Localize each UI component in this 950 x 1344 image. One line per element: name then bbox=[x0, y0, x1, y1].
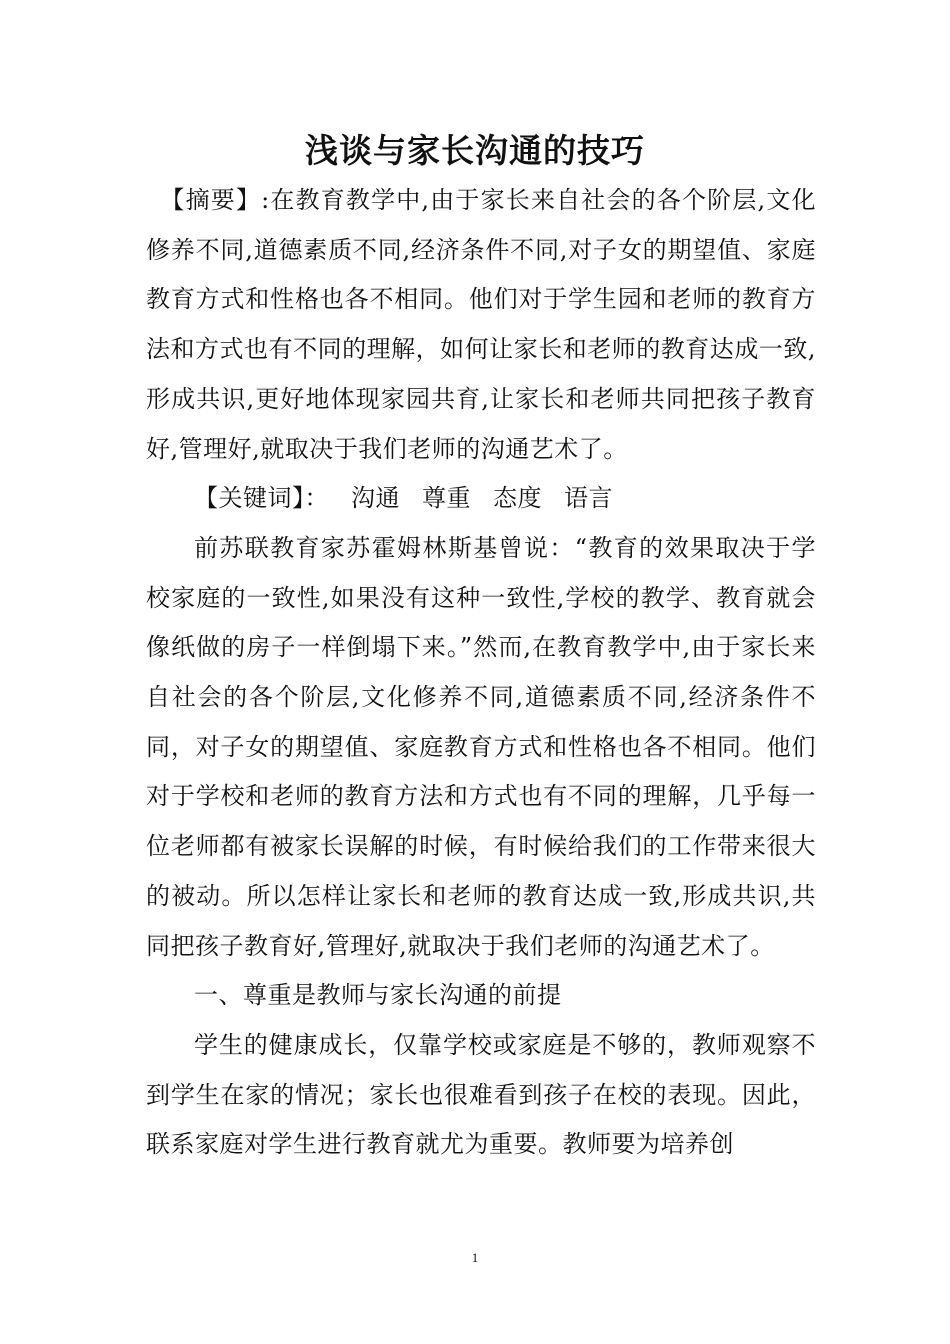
keyword: 语言 bbox=[564, 484, 613, 513]
keyword: 态度 bbox=[493, 484, 542, 513]
document-title: 浅谈与家长沟通的技巧 bbox=[305, 131, 645, 170]
page-number: 1 bbox=[471, 1250, 479, 1265]
section-heading: 一、尊重是教师与家长沟通的前提 bbox=[194, 981, 562, 1010]
keyword: 尊重 bbox=[422, 484, 471, 513]
keyword: 沟通 bbox=[351, 484, 400, 513]
abstract-text: :在教育教学中,由于家长来自社会的各个阶层,文化修养不同,道德素质不同,经济条件不同,对子女的期望值、家庭教育方式和性格也各不相同。他们对于学生园和老师的教育方法和方式也有不同的理解，如何让家长和老师的教育达成一致,形成共识,更好地体现家园共育,让家长和老师共同把孩子教育好,管理好,就取决于我们老师的沟通艺术了。 bbox=[146, 186, 817, 463]
keywords-paragraph bbox=[146, 474, 816, 524]
abstract-label: 【摘要】 bbox=[160, 186, 262, 214]
abstract-paragraph bbox=[146, 176, 816, 474]
body-paragraph: 学生的健康成长，仅靠学校或家庭是不够的，教师观察不到学生在家的情况；家长也很难看到孩子在校的表现。因此，联系家庭对学生进行教育就尤为重要。教师要为培养创 bbox=[146, 1030, 816, 1159]
body-paragraph: 前苏联教育家苏霍姆林斯基曾说：“教育的效果取决于学校家庭的一致性,如果没有这种一致性,学校的教学、教育就会像纸做的房子一样倒塌下来。”然而,在教育教学中,由于家长来自社会的各个阶层,文化修养不同,道德素质不同,经济条件不同，对子女的期望值、家庭教育方式和性格也各不相同。他们对于学校和老师的教育方法和方式也有不同的理解，几乎每一位老师都有被家长误解的时候，有时候给我们的工作带来很大的被动。所以怎样让家长和老师的教育达成一致,形成共识,共同把孩子教育好,管理好,就取决于我们老师的沟通艺术了。 bbox=[146, 533, 816, 960]
keywords-label: 【关键词】： bbox=[194, 484, 329, 513]
document-body bbox=[146, 176, 816, 1170]
